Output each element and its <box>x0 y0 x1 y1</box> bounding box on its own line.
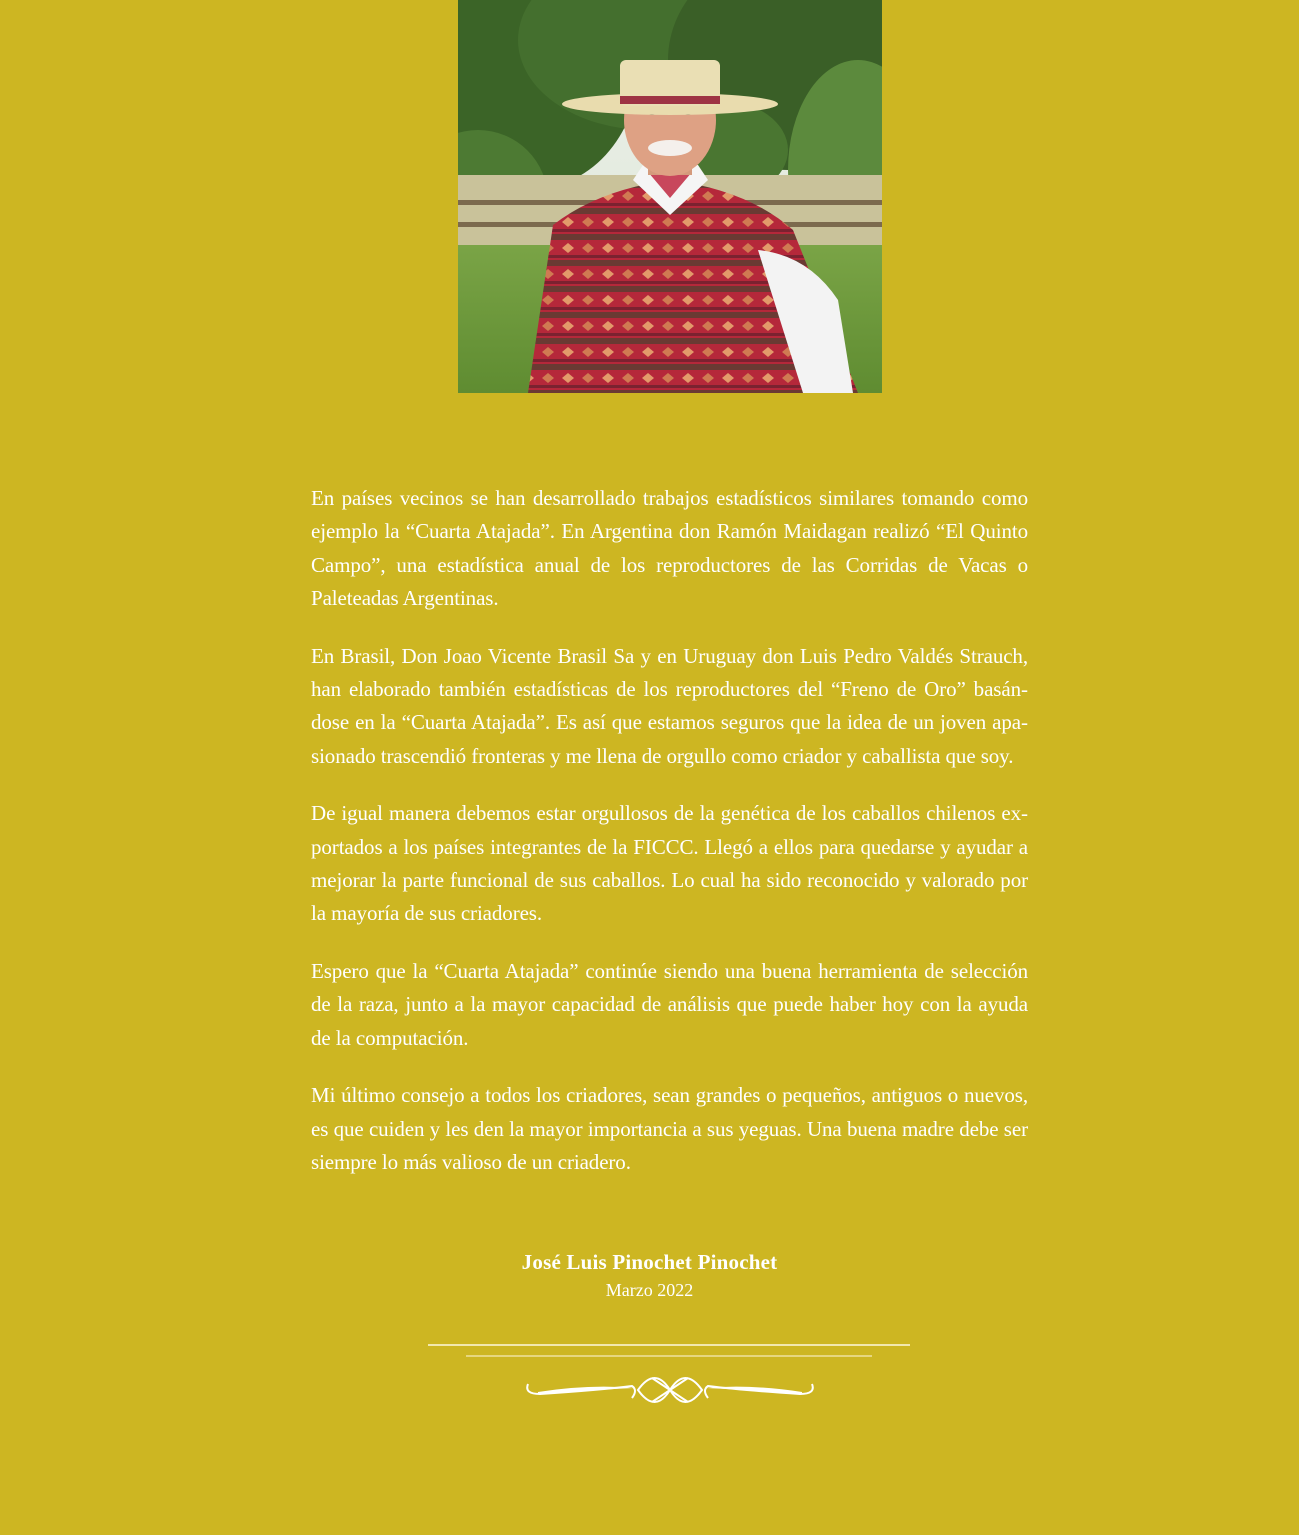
paragraph: En Brasil, Don Joao Vicente Brasil Sa y en Uruguay don Luis Pedro Valdés Strauch, han elaborado también estadísticas de los reproductores del “Freno de Oro” basándose en la “Cuarta Atajada”. Es así que estamos seguros que la idea de un joven apasionado trascendió fronteras y me llena de orgullo como criador y caballista que soy. <box>311 643 1028 768</box>
paragraph: Espero que la “Cuarta Atajada” continúe siendo una buena herramienta de selección de la raza, junto a la mayor capacidad de análisis que puede haber hoy con la ayuda de la computación. <box>311 958 1028 1050</box>
paragraph: Mi último consejo a todos los criadores, sean grandes o pequeños, antiguos o nuevos, es que cuiden y les den la mayor importancia a sus yeguas. Una buena madre debe ser siempre lo más valioso de un criadero. <box>311 1083 1028 1174</box>
decorative-ornament-icon <box>420 1336 920 1416</box>
portrait-photo <box>458 0 882 393</box>
letter-body <box>311 482 1028 1203</box>
signature-date: Marzo 2022 <box>605 1280 694 1300</box>
paragraph: En países vecinos se han desarrollado trabajos estadísticos similares tomando como ejemplo la “Cuarta Atajada”. En Argentina don Ramón Maidagan realizó “El Quinto Campo”, una estadística anual de los reproductores de las Corridas de Vacas o Paleteadas Argentinas. <box>311 486 1028 611</box>
signature-name: José Luis Pinochet Pinochet <box>521 1250 778 1274</box>
paragraph: De igual manera debemos estar orgullosos de la genética de los caballos chilenos exportados a los países integrantes de la FICCC. Llegó a ellos para quedarse y ayudar a mejorar la parte funcional de sus caballos. Lo cual ha sido reconocido y valorado por la mayoría de sus criadores. <box>311 801 1028 926</box>
portrait-illustration <box>458 0 882 393</box>
